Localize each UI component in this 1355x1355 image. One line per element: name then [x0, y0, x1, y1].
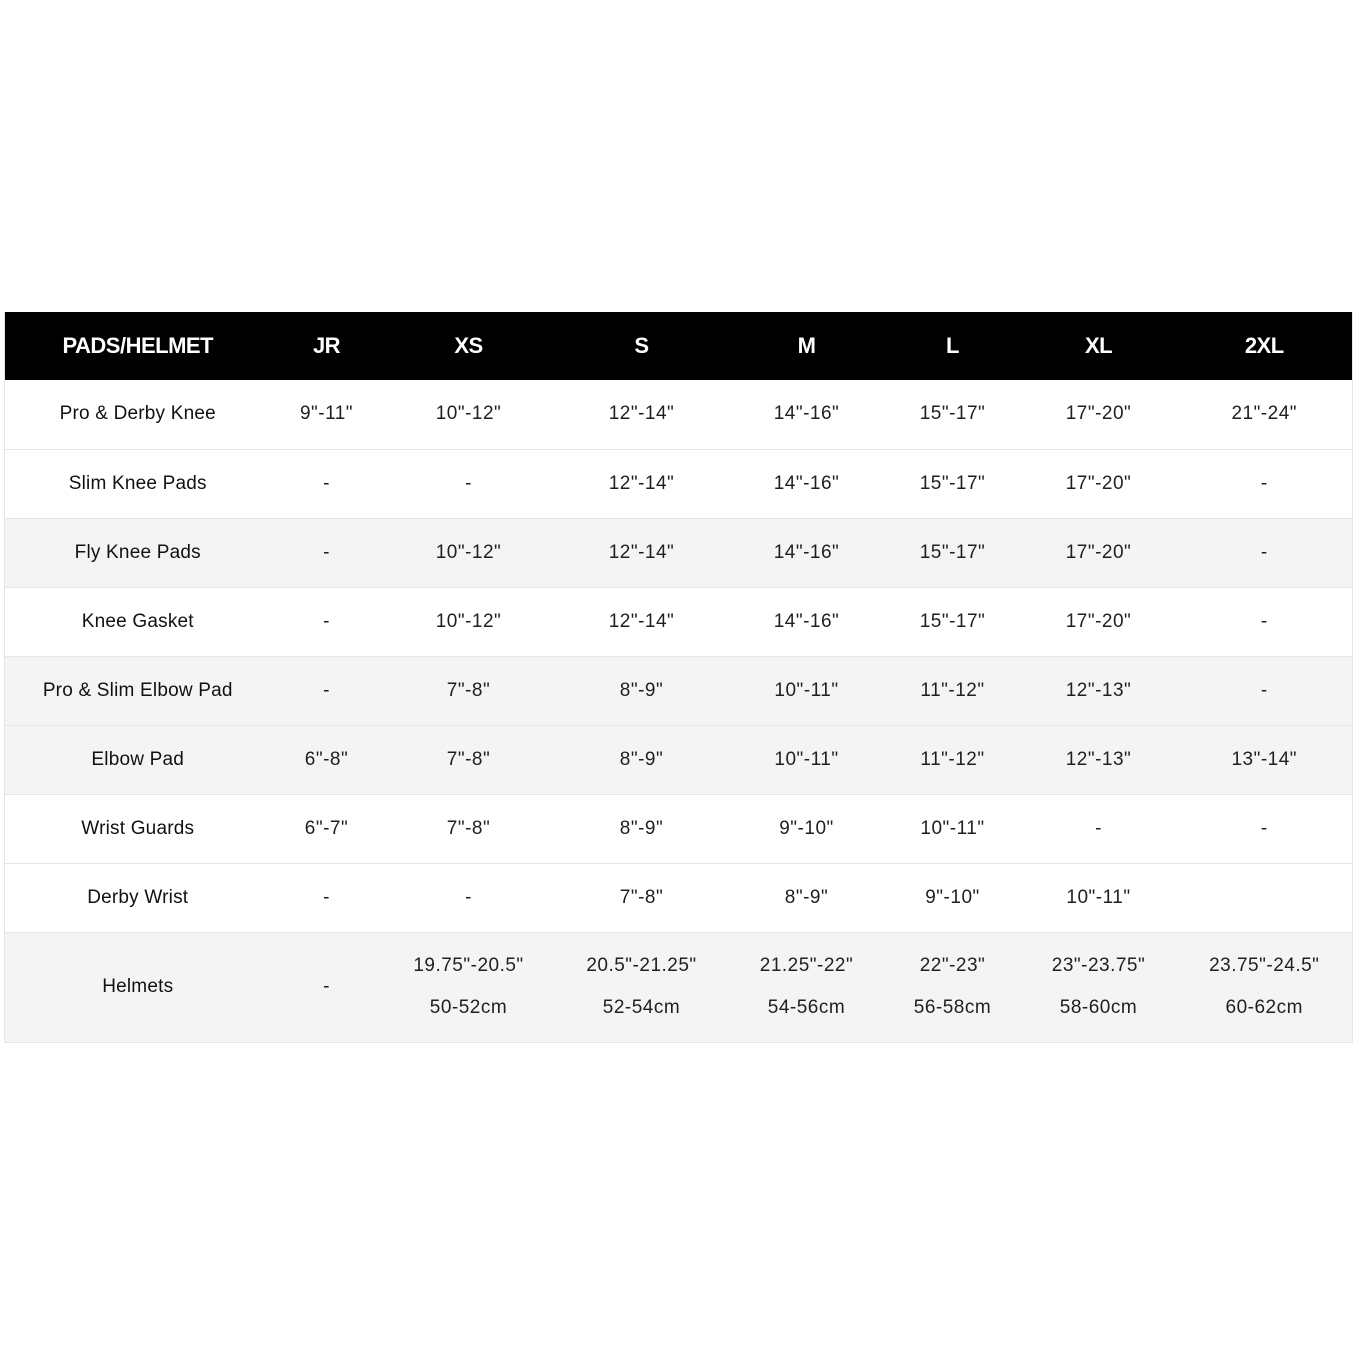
- row-label: Pro & Derby Knee: [59, 403, 216, 425]
- size-cell: 7"-8": [446, 817, 491, 839]
- size-cell: 9"-10": [925, 886, 980, 908]
- size-cell: [1177, 932, 1353, 1042]
- row-label: Knee Gasket: [81, 610, 194, 632]
- size-cell: 12"-14": [608, 610, 675, 632]
- size-cell: 14"-16": [773, 610, 840, 632]
- size-cell: 12"-14": [608, 472, 675, 494]
- row-label: Pro & Slim Elbow Pad: [42, 679, 233, 701]
- size-cell: 14"-16": [773, 541, 840, 563]
- table-row: [5, 449, 1353, 518]
- size-cell: 10"-11": [920, 817, 985, 839]
- size-cell: 8"-9": [619, 679, 664, 701]
- column-header-size: XS: [454, 333, 483, 358]
- size-cell: -: [323, 610, 330, 632]
- size-cell: 8"-9": [619, 748, 664, 770]
- size-cm: 54-56cm: [767, 997, 846, 1018]
- size-cm: 58-60cm: [1059, 997, 1138, 1018]
- table-row: [5, 794, 1353, 863]
- size-cell: 17"-20": [1065, 403, 1132, 425]
- size-cell: [885, 932, 1021, 1042]
- size-cell: -: [323, 679, 330, 701]
- size-inches: 23.75"-24.5": [1209, 955, 1320, 976]
- size-cell: 21"-24": [1231, 403, 1298, 425]
- size-cell: 17"-20": [1065, 610, 1132, 632]
- size-cell: [555, 932, 729, 1042]
- size-cell: 10"-12": [435, 610, 502, 632]
- table-row: [5, 725, 1353, 794]
- size-cell: 10"-11": [774, 748, 839, 770]
- size-cell: 14"-16": [773, 472, 840, 494]
- column-header-size: JR: [312, 333, 341, 358]
- table-row: [5, 380, 1353, 449]
- size-cm: 52-54cm: [602, 997, 681, 1018]
- size-cell: -: [1260, 541, 1268, 563]
- size-cell: -: [465, 886, 472, 908]
- size-cell: 14"-16": [773, 403, 840, 425]
- size-cell: 10"-11": [774, 679, 839, 701]
- size-cell: 15"-17": [919, 472, 986, 494]
- row-label: Derby Wrist: [87, 886, 189, 908]
- size-cell: -: [323, 886, 330, 908]
- size-cell: 12"-14": [608, 403, 675, 425]
- column-header-size: L: [946, 333, 959, 358]
- table-row: [5, 587, 1353, 656]
- size-cell: -: [465, 472, 472, 494]
- size-inches: 22"-23": [919, 955, 986, 976]
- size-cell: -: [1260, 817, 1268, 839]
- row-label: Slim Knee Pads: [68, 472, 207, 494]
- size-cell: [729, 932, 885, 1042]
- column-header-product: PADS/HELMET: [62, 333, 214, 358]
- size-cell: -: [323, 472, 330, 494]
- table-row: [5, 656, 1353, 725]
- size-cell: -: [1095, 817, 1102, 839]
- size-cell: 17"-20": [1065, 541, 1132, 563]
- size-cell: 8"-9": [619, 817, 664, 839]
- size-cell: -: [323, 976, 330, 997]
- size-inches: 19.75"-20.5": [413, 955, 524, 976]
- size-cell: 15"-17": [919, 403, 986, 425]
- size-inches: 21.25"-22": [759, 955, 854, 976]
- header-row: [5, 312, 1353, 380]
- size-cell: 10"-12": [435, 403, 502, 425]
- size-cell: 11"-12": [920, 679, 985, 701]
- size-cell: 8"-9": [784, 886, 829, 908]
- size-cell: 10"-12": [435, 541, 502, 563]
- size-cell: [1021, 932, 1177, 1042]
- column-header-size: S: [634, 333, 649, 358]
- size-cell: 9"-11": [299, 403, 354, 425]
- size-cell: 6"-7": [304, 817, 349, 839]
- size-cell: -: [1260, 610, 1268, 632]
- row-label: Elbow Pad: [91, 748, 185, 770]
- size-cell: 11"-12": [920, 748, 985, 770]
- size-cell: -: [1260, 679, 1268, 701]
- size-cell: [1177, 863, 1353, 932]
- size-cell: [383, 932, 555, 1042]
- row-label: Fly Knee Pads: [74, 541, 201, 563]
- column-header-size: 2XL: [1244, 333, 1284, 358]
- size-cell: 15"-17": [919, 541, 986, 563]
- table-row: [5, 932, 1353, 1042]
- size-cell: 13"-14": [1231, 748, 1298, 770]
- row-label: Helmets: [102, 976, 174, 997]
- size-cell: 6"-8": [304, 748, 349, 770]
- size-inches: 23"-23.75": [1051, 955, 1146, 976]
- size-cm: 60-62cm: [1225, 997, 1303, 1018]
- table-row: [5, 518, 1353, 587]
- size-cm: 50-52cm: [429, 997, 508, 1018]
- table-header: [5, 312, 1353, 380]
- size-cell: 7"-8": [619, 886, 664, 908]
- size-cell: 10"-11": [1066, 886, 1131, 908]
- size-inches: 20.5"-21.25": [586, 955, 697, 976]
- table-body: [5, 380, 1353, 1042]
- table-row: [5, 863, 1353, 932]
- size-cell: 9"-10": [779, 817, 834, 839]
- size-cell: 12"-13": [1065, 748, 1132, 770]
- size-cell: 12"-14": [608, 541, 675, 563]
- column-header-size: XL: [1084, 333, 1113, 358]
- column-header-size: M: [797, 333, 816, 358]
- size-cell: 15"-17": [919, 610, 986, 632]
- size-cell: 7"-8": [446, 748, 491, 770]
- size-cell: 17"-20": [1065, 472, 1132, 494]
- size-cm: 56-58cm: [913, 997, 992, 1018]
- size-chart-table: [4, 312, 1353, 1043]
- size-cell: 12"-13": [1065, 679, 1132, 701]
- size-cell: -: [323, 541, 330, 563]
- row-label: Wrist Guards: [81, 817, 195, 839]
- size-cell: -: [1260, 472, 1268, 494]
- size-cell: 7"-8": [446, 679, 491, 701]
